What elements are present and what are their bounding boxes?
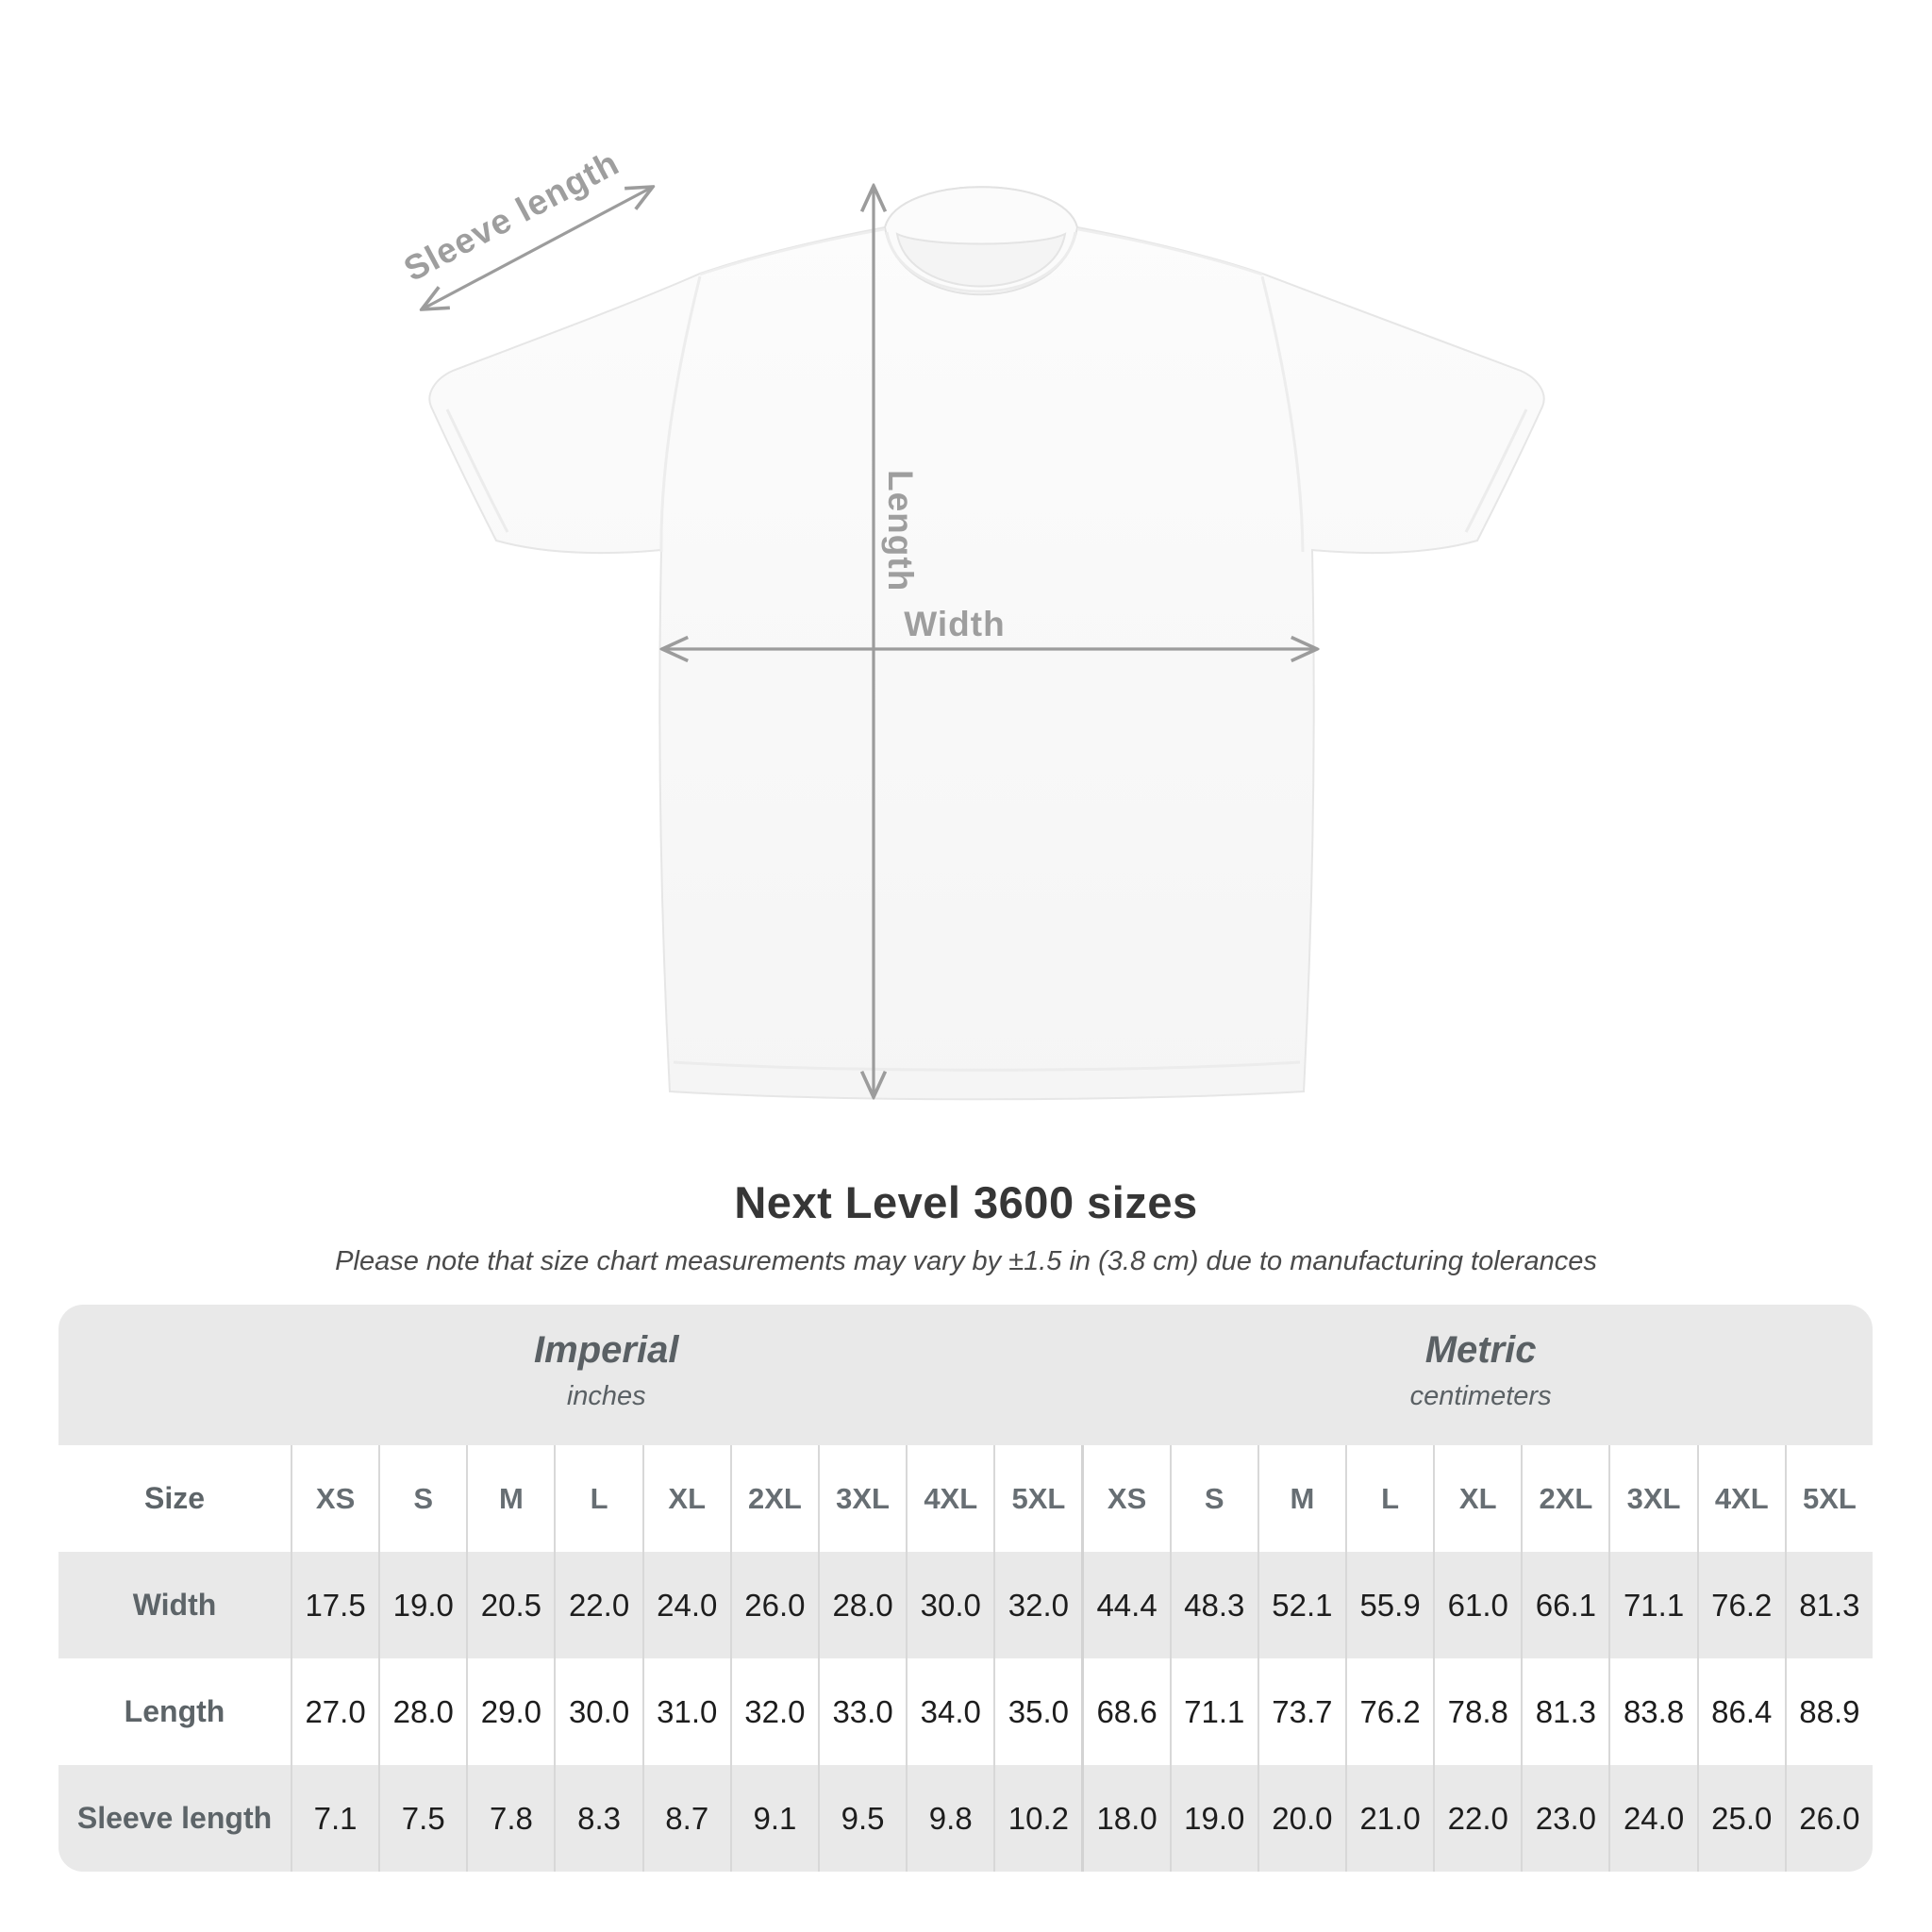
value-cell: 76.2 [1697,1552,1785,1658]
value-cell: 34.0 [906,1658,993,1765]
value-cell: 71.1 [1608,1552,1696,1658]
size-column-header: 4XL [1697,1445,1785,1552]
table-row [58,1765,1873,1872]
value-cell: 20.5 [466,1552,554,1658]
value-cell: 66.1 [1521,1552,1608,1658]
size-column-header: L [554,1445,641,1552]
value-cell: 30.0 [906,1552,993,1658]
sleeve-length-label: Sleeve length [397,142,625,290]
value-cell: 81.3 [1785,1552,1873,1658]
value-cell: 32.0 [993,1552,1081,1658]
row-label: Width [132,1588,217,1622]
size-grid [58,1445,1873,1872]
size-column-header: L [1345,1445,1433,1552]
imperial-unit: inches [566,1381,646,1411]
value-cell: 48.3 [1170,1552,1257,1658]
value-cell: 33.0 [818,1658,906,1765]
value-cell: 10.2 [993,1765,1081,1872]
value-cell: 19.0 [1170,1765,1257,1872]
size-column-header: 5XL [1785,1445,1873,1552]
corner-header: Size [143,1481,206,1515]
value-cell: 22.0 [554,1552,641,1658]
value-cell: 9.8 [906,1765,993,1872]
value-cell: 24.0 [1608,1765,1696,1872]
size-column-header: XS [1081,1445,1169,1552]
size-column-header: XL [1433,1445,1521,1552]
imperial-unit-header [534,1329,678,1412]
value-cell: 21.0 [1345,1765,1433,1872]
length-label: Length [881,470,920,592]
size-column-header: XS [291,1445,378,1552]
value-cell: 68.6 [1081,1658,1169,1765]
metric-unit-header [1410,1329,1552,1412]
value-cell: 88.9 [1785,1658,1873,1765]
value-cell: 27.0 [291,1658,378,1765]
value-cell: 8.7 [642,1765,730,1872]
value-cell: 19.0 [378,1552,466,1658]
value-cell: 20.0 [1257,1765,1345,1872]
value-cell: 17.5 [291,1552,378,1658]
table-row [58,1658,1873,1765]
value-cell: 86.4 [1697,1658,1785,1765]
value-cell: 44.4 [1081,1552,1169,1658]
value-cell: 28.0 [378,1658,466,1765]
value-cell: 32.0 [730,1658,818,1765]
size-column-header: S [1170,1445,1257,1552]
value-cell: 28.0 [818,1552,906,1658]
value-cell: 31.0 [642,1658,730,1765]
value-cell: 76.2 [1345,1658,1433,1765]
value-cell: 7.5 [378,1765,466,1872]
value-cell: 23.0 [1521,1765,1608,1872]
size-column-header: M [1257,1445,1345,1552]
value-cell: 29.0 [466,1658,554,1765]
value-cell: 71.1 [1170,1658,1257,1765]
size-column-header: 3XL [818,1445,906,1552]
width-label: Width [904,605,1006,643]
value-cell: 78.8 [1433,1658,1521,1765]
unit-header-band [58,1305,1873,1445]
value-cell: 7.1 [291,1765,378,1872]
value-cell: 61.0 [1433,1552,1521,1658]
value-cell: 22.0 [1433,1765,1521,1872]
value-cell: 35.0 [993,1658,1081,1765]
value-cell: 25.0 [1697,1765,1785,1872]
value-cell: 8.3 [554,1765,641,1872]
page-title: Next Level 3600 sizes [734,1177,1198,1227]
value-cell: 9.5 [818,1765,906,1872]
metric-unit: centimeters [1409,1381,1552,1411]
value-cell: 24.0 [642,1552,730,1658]
size-column-header: 2XL [730,1445,818,1552]
value-cell: 7.8 [466,1765,554,1872]
imperial-label: Imperial [534,1329,679,1371]
tolerance-note: Please note that size chart measurements may vary by ±1.5 in (3.8 cm) due to manufacturing tolerances [335,1246,1597,1276]
metric-label: Metric [1424,1329,1537,1371]
size-column-header: S [378,1445,466,1552]
value-cell: 81.3 [1521,1658,1608,1765]
size-column-header: 4XL [906,1445,993,1552]
size-column-header: XL [642,1445,730,1552]
table-row [58,1445,1873,1552]
size-column-header: 3XL [1608,1445,1696,1552]
size-chart-table [58,1305,1873,1872]
size-column-header: M [466,1445,554,1552]
value-cell: 55.9 [1345,1552,1433,1658]
value-cell: 83.8 [1608,1658,1696,1765]
table-row [58,1552,1873,1658]
value-cell: 30.0 [554,1658,641,1765]
row-label: Length [124,1694,225,1728]
size-column-header: 2XL [1521,1445,1608,1552]
value-cell: 18.0 [1081,1765,1169,1872]
size-column-header: 5XL [993,1445,1081,1552]
value-cell: 52.1 [1257,1552,1345,1658]
value-cell: 73.7 [1257,1658,1345,1765]
value-cell: 9.1 [730,1765,818,1872]
row-label: Sleeve length [76,1801,273,1835]
value-cell: 26.0 [1785,1765,1873,1872]
value-cell: 26.0 [730,1552,818,1658]
